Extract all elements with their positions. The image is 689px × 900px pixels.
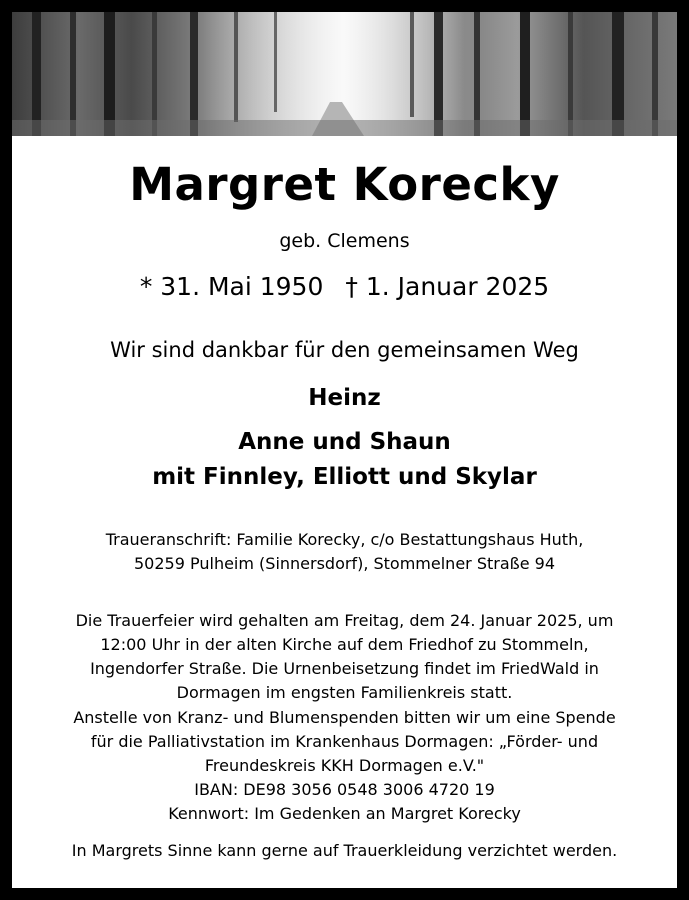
life-dates: [12, 272, 677, 301]
body-line: Anstelle von Kranz- und Blumenspenden bitten wir um eine Spende: [73, 708, 616, 727]
survivor-children: Anne und Shaun: [238, 429, 451, 455]
death-date: † 1. Januar 2025: [345, 272, 550, 301]
iban-line: IBAN: DE98 3056 0548 3006 4720 19: [194, 780, 495, 799]
closing-line: In Margrets Sinne kann gerne auf Trauerkleidung verzichtet werden.: [71, 841, 618, 860]
thanks-line: Wir sind dankbar für den gemeinsamen Weg: [110, 338, 579, 362]
forest-path-photo: [12, 12, 677, 136]
survivor-grandchildren: mit Finnley, Elliott und Skylar: [152, 464, 537, 490]
survivor-spouse: Heinz: [308, 385, 381, 411]
birth-date: * 31. Mai 1950: [139, 272, 324, 301]
body-line: für die Palliativstation im Krankenhaus Dormagen: „Förder- und: [90, 732, 599, 751]
body-line: Die Trauerfeier wird gehalten am Freitag, dem 24. Januar 2025, um: [75, 611, 614, 630]
body-line: 12:00 Uhr in der alten Kirche auf dem Friedhof zu Stommeln,: [100, 635, 589, 654]
body-line: Ingendorfer Straße. Die Urnenbeisetzung findet im FriedWald in: [90, 659, 599, 678]
body-line: Freundeskreis KKH Dormagen e.V.": [204, 756, 485, 775]
address-line: Traueranschrift: Familie Korecky, c/o Bestattungshaus Huth,: [105, 530, 584, 549]
deceased-name: Margret Korecky: [129, 158, 560, 211]
body-line: Dormagen im engsten Familienkreis statt.: [176, 683, 513, 702]
maiden-name: geb. Clemens: [279, 230, 410, 252]
keyword-line: Kennwort: Im Gedenken an Margret Korecky: [168, 804, 521, 823]
address-line: 50259 Pulheim (Sinnersdorf), Stommelner Straße 94: [134, 554, 555, 573]
